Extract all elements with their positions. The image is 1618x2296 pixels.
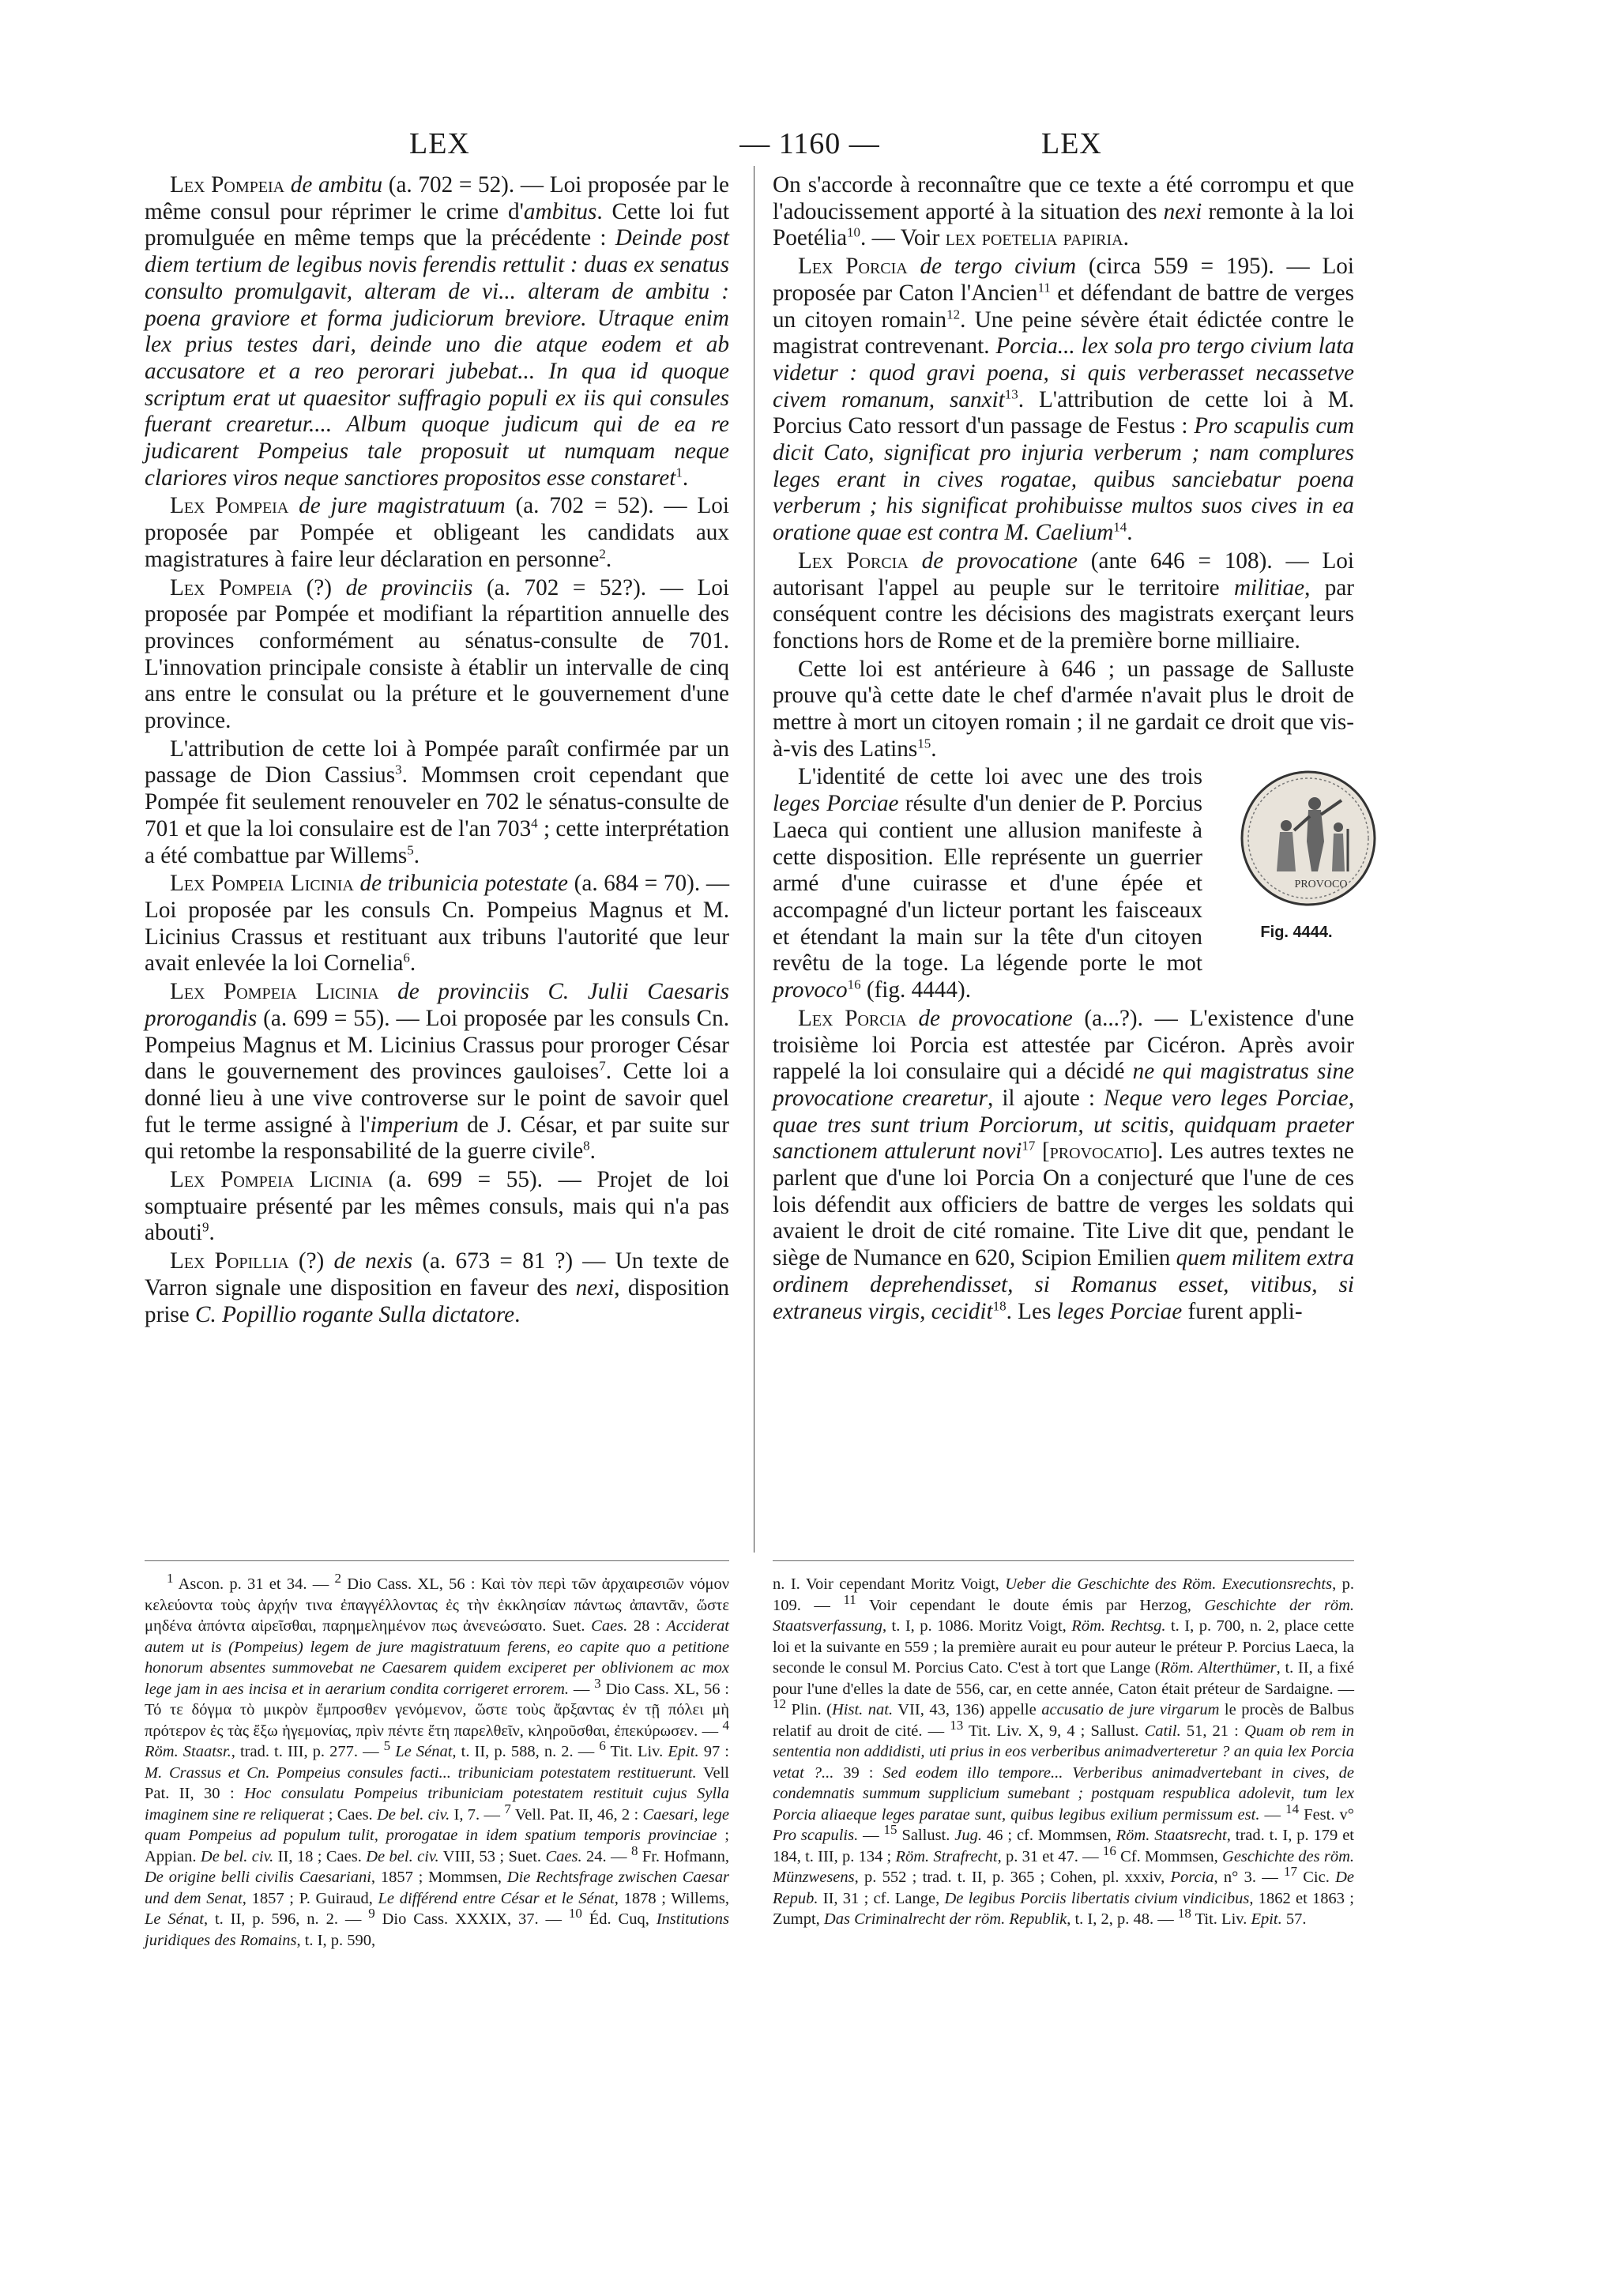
article-paragraph [773, 1006, 1354, 1325]
paragraph-text: Lex Pompeia (?) de provinciis (a. 702 = 52?). — Loi proposée par Pompée et modifiant la répartition annuelle des provinces conformément au sénatus-consulte de 701. L'innovation principale consiste à établir un intervalle de cinq ans entre le consulat ou la préture et le gouvernement d'une province. [145, 574, 729, 734]
running-head-left: LEX [409, 127, 470, 160]
paragraph-text: Lex Pompeia Licinia de provinciis C. Julii Caesaris prorogandis (a. 699 = 55). — Loi proposée par les consuls Cn. Pompeius Magnus et M. Licinius Crassus pour proroger César dans le gouvernement des provinces gauloises$^7$. Cette loi a donné lieu à une vive controverse sur le point de savoir quel fut le terme assigné à l'imperium de J. César, et par suite sur qui retombe la responsabilité de la guerre civile$^8$. [145, 979, 730, 1165]
page-number: — 1160 — [739, 127, 880, 160]
coin-figure [1214, 769, 1354, 946]
article-paragraph [145, 1248, 729, 1328]
article-paragraph [773, 657, 1354, 763]
paragraph-text: L'attribution de cette loi à Pompée paraît confirmée par un passage de Dion Cassius$^3$. Mommsen croit cependant que Pompée fit seulement renouveler en 702 le sénatus-consulte de 701 et que la loi consulaire est de l'an $703^4$ ; cette interprétation a été combattue par Willems$^5$. [145, 736, 729, 868]
article-paragraph [145, 736, 729, 870]
article-paragraph [773, 254, 1354, 547]
footnote-block: $^1$ Ascon. p. 31 et 34. — $^2$ Dio Cass. XL, 56 : Καὶ τὸν περὶ τῶν ἀρχαιρεσιῶν νόμον κελεύοντα τοὺς ἀρχήν τινα ἐπαγγέλλοντας ἐς τὴν ἐκκλησίαν πάντως ἀπαντᾶν, ὥστε μηδένα ἀπόντα αἱρεῖσθαι, παρημελημένον πως ἀνενεώσατο. Suet. Caes. 28 : Acciderat autem ut is (Pompeius) legem de jure magistratuum ferens, eo capite quo a petitione honorum absentes summovebat ne Caesarem quidem exciperet per oblivionem ac mox lege jam in aes incisa et in aerarium condita corrigeret errorem. — $^3$ Dio Cass. XL, 56 : Τό τε δόγμα τὸ μικρὸν ἔμπροσθεν γενόμενον, ὥστε τοὺς ἄρξαντας ἐν τῇ πόλει μὴ πρότερον ἐς τὰς ἔξω ἡγεμονίας, πρὶν πέντε ἔτη παρελθεῖν, κληροῦσθαι, ἐπεκύρωσεν. — $^4$ Röm. Staatsr., trad. t. III, p. 277. — $^5$ Le Sénat, t. II, p. 588, n. 2. — $^6$ Tit. Liv. Epit. 97 : M. Crassus et Cn. Pompeius consules facti... tribuniciam potestatem restituerunt. Vell Pat. II, 30 : Hoc consulatu Pompeius tribuniciam potestatem restituit cujus Sylla imaginem sine re reliquerat ; Caes. De bel. civ. I, 7. — $^7$ Vell. Pat. II, 46, 2 : Caesari, lege quam Pompeius ad populum tulit, prorogatae in idem spatium temporis provinciae ; Appian. De bel. civ. II, 18 ; Caes. De bel. civ. VIII, 53 ; Suet. Caes. 24. — $^8$ Fr. Hofmann, De origine belli civilis Caesariani, 1857 ; Mommsen, Die Rechtsfrage zwischen Caesar und dem Senat, 1857 ; P. Guiraud, Le différend entre César et le Sénat, 1878 ; Willems, Le Sénat, t. II, p. 596, n. 2. — $^9$ Dio Cass. XXXIX, 37. — $^{10}$ Éd. Cuq, Institutions juridiques des Romains, t. I, p. 590, [145, 1571, 730, 1949]
running-head-right: LEX [1041, 127, 1102, 160]
article-paragraph [145, 493, 729, 573]
paragraph-text: Lex Pompeia de jure magistratuum (a. 702 = 52). — Loi proposée par Pompée et obligeant les candidats aux magistratures à faire leur déclaration en personne$^2$. [145, 493, 730, 572]
left-column [145, 172, 729, 1330]
paragraph-text: Lex Porcia de provocatione (a...?). — L'existence d'une troisième loi Porcia est attestée par Cicéron. Après avoir rappelé la loi consulaire qui a décidé ne qui magistratus sine provocatione crearetur, il ajoute : Neque vero leges Porciae, quae tres sunt trium Porciorum, ut scitis, quidquam praeter sanctionem attulerunt novi$^{17}$ [provocatio]. Les autres textes ne parlent que d'une loi Porcia On a conjecturé que l'une de ces lois défendit aux officiers de battre de verges les soldats qui avaient le droit de cité romaine. Tite Live dit que, pendant le siège de Numance en 620, Scipion Emilien quem militem extra ordinem deprehendisset, si Romanus esset, vitibus, si extraneus virgis, cecidit$^{18}$. Les leges Porciae furent appli- [773, 1005, 1355, 1324]
right-column [773, 172, 1354, 1327]
article-paragraph [145, 1167, 729, 1247]
article-paragraph [145, 575, 729, 735]
figure-caption: Fig. 4444. [1260, 924, 1333, 942]
article-paragraph [773, 764, 1354, 1003]
paragraph-text: Lex Porcia de provocatione (ante 646 = 108). — Loi autorisant l'appel au peuple sur le territoire militiae, par conséquent contre les décisions des magistrats exerçant leurs fonctions hors de Rome et de la première borne milliaire. [773, 548, 1355, 653]
article-paragraph [773, 172, 1354, 252]
article-paragraph [773, 548, 1354, 655]
paragraph-text: Lex Popillia (?) de nexis (a. 673 = 81 ?) — Un texte de Varron signale une disposition en faveur des nexi, disposition prise C. Popillio rogante Sulla dictatore. [145, 1248, 729, 1327]
footnotes-left [145, 1571, 730, 1951]
article-paragraph [145, 979, 729, 1165]
article-paragraph [145, 172, 729, 491]
article-paragraph [145, 871, 729, 977]
paragraph-text: Lex Pompeia Licinia de tribunicia potestate (a. 684 = 70). — Loi proposée par les consuls Cn. Pompeius Magnus et M. Licinius Crassus et restituant aux tribuns l'autorité que leur avait enlevée la loi Cornelia$^6$. [145, 871, 730, 977]
footnotes-right [773, 1574, 1354, 1930]
paragraph-text: Lex Pompeia Licinia (a. 699 = 55). — Projet de loi somptuaire présenté par les mêmes consuls, mais qui n'a pas abouti$^9$. [145, 1167, 729, 1246]
footnote-rule-right [773, 1560, 1354, 1561]
denarius-coin-image [1239, 769, 1378, 908]
paragraph-text: Lex Porcia de tergo civium (circa 559 = 195). — Loi proposée par Caton l'Ancien$^{11}$ et défendant de battre de verges un citoyen romain$^{12}$. Une peine sévère était édictée contre le magistrat contrevenant. Porcia... lex sola pro tergo civium lata videtur : quod gravi poena, si quis verberasset necassetve civem romanum, sanxit$^{13}$. L'attribution de cette loi à M. Porcius Cato ressort d'un passage de Festus : Pro scapulis cum dicit Cato, significat pro injuria verberum ; nam complures leges erant in cives rogatae, quibus sanciebatur poena verberum ; his significat prohibuisse multos suos cives in ea oratione quae est contra M. Caelium$^{14}$. [773, 254, 1355, 546]
footnote-rule-left [145, 1560, 729, 1561]
paragraph-text: L'identité de cette loi avec une des trois leges Porciae résulte d'un denier de P. Porcius Laeca qui contient une allusion manifeste à cette disposition. Elle représente un guerrier armé d'une cuirasse et d'une épée et accompagné d'un licteur portant les faisceaux et étendant la main sur la tête d'un citoyen revêtu de la toge. La légende porte le mot provoco$^{16}$ (fig. 4444). [773, 764, 1202, 1003]
paragraph-text: Cette loi est antérieure à 646 ; un passage de Salluste prouve qu'à cette date le chef d'armée n'avait plus le droit de mettre à mort un citoyen romain ; il ne gardait ce droit que vis-à-vis des Latins$^{15}$. [773, 656, 1354, 762]
paragraph-text: Lex Pompeia de ambitu (a. 702 = 52). — Loi proposée par le même consul pour réprimer le crime d'ambitus. Cette loi fut promulguée en même temps que la précédente : Deinde post diem tertium de legibus novis ferendis rettulit : duas ex senatus consulto promulgavit, alteram de vi... alteram de ambitu : poena graviore et forma judiciorum breviore. Utraque enim lex prius testes dari, deinde uno die atque eodem et ab accusatore et a reo perorari jubebat... In qua id quoque scriptum erat ut quaesitor suffragio populi ex iis qui consules fuerant crearetur.... Album quoque judicum qui de ea re judicarent Pompeius tale proposuit ut numquam neque clariores viros neque sanctiores propositos esse constaret$^1$. [145, 172, 729, 491]
paragraph-text: On s'accorde à reconnaître que ce texte a été corrompu et que l'adoucissement apporté à la situation des nexi remonte à la loi Poetélia$^{10}$. — Voir lex poetelia papiria. [773, 172, 1354, 251]
coin-legend: PROVOCO [1294, 879, 1348, 891]
footnote-block: n. I. Voir cependant Moritz Voigt, Ueber die Geschichte des Röm. Executionsrechts, p. 109. — $^{11}$ Voir cependant le doute émis par Herzog, Geschichte der röm. Staatsverfassung, t. I, p. 1086. Moritz Voigt, Röm. Rechtsg. t. I, p. 700, n. 2, place cette loi et la suivante en 559 ; la première aurait eu pour auteur le préteur P. Porcius Laeca, la seconde le consul M. Porcius Cato. C'est à tort que Lange (Röm. Alterthümer, t. II, a fixé pour l'une d'elles la date de 556, car, en cette année, Caton était préteur de Sardaigne. — $^{12}$ Plin. (Hist. nat. VII, 43, 136) appelle accusatio de jure virgarum le procès de Balbus relatif au droit de cité. — $^{13}$ Tit. Liv. X, 9, 4 ; Sallust. Catil. 51, 21 : Quam ob rem in sententia non addidisti, uti prius in eos verberibus animadverteretur ? an quia lex Porcia vetat ?... 39 : Sed eodem illo tempore... Verberibus animadvertebant in cives, de condemnatis summum supplicium sumebant ; postquam respublica adolevit, tum lex Porcia aliaeque leges paratae sunt, quibus legibus exilium permissum est. — $^{14}$ Fest. v° Pro scapulis. — $^{15}$ Sallust. Jug. 46 ; cf. Mommsen, Röm. Staatsrecht, trad. t. I, p. 179 et 184, t. III, p. 134 ; Röm. Strafrecht, p. 31 et 47. — $^{16}$ Cf. Mommsen, Geschichte des röm. Münzwesens, p. 552 ; trad. t. II, p. 365 ; Cohen, pl. xxxiv, Porcia, n° 3. — $^{17}$ Cic. De Repub. II, 31 ; cf. Lange, De legibus Porciis libertatis civium vindicibus, 1862 et 1863 ; Zumpt, Das Criminalrecht der röm. Republik, t. I, 2, p. 48. — $^{18}$ Tit. Liv. Epit. 57. [773, 1575, 1355, 1928]
